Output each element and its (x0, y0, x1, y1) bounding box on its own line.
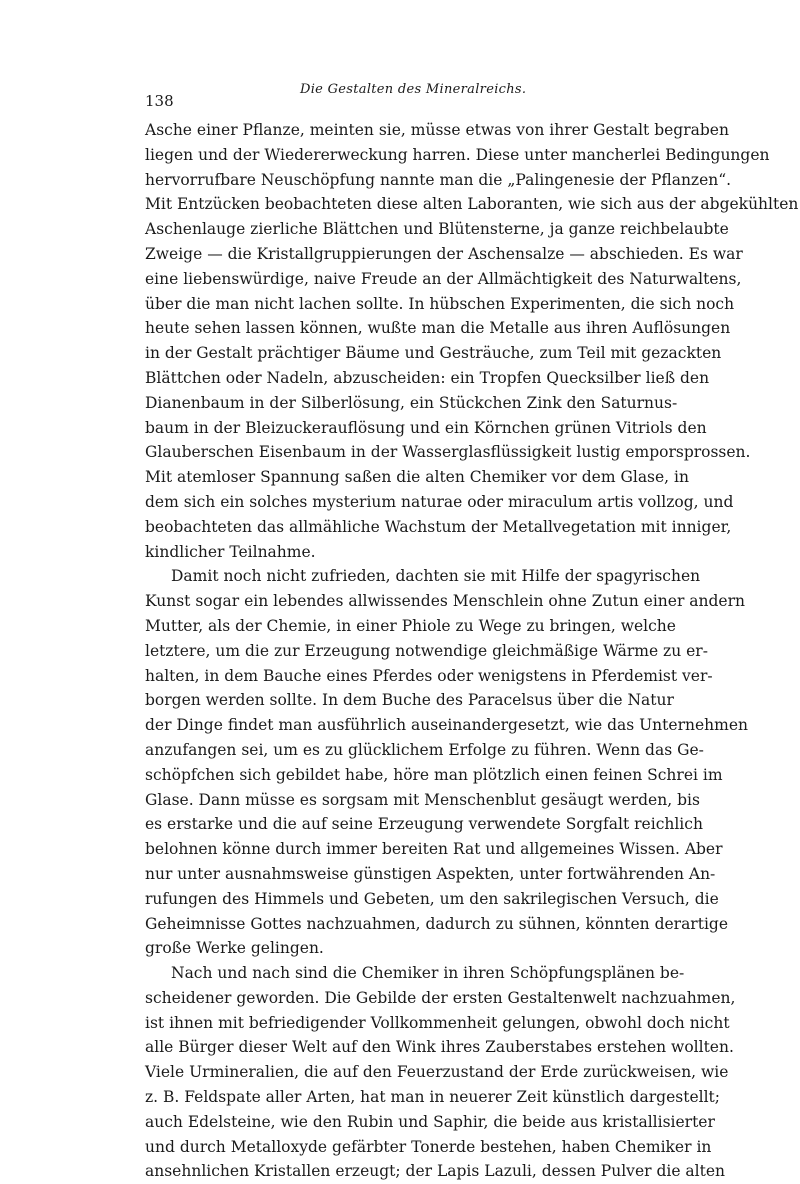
text-line: ansehnlichen Kristallen erzeugt; der Lapis Lazuli, dessen Pulver die alten (145, 1162, 726, 1181)
text-line: anzufangen sei, um es zu glücklichem Erfolge zu führen. Wenn das Ge- (145, 740, 704, 759)
text-line: Zweige — die Kristallgruppierungen der Aschensalze — abschieden. Es war (145, 244, 743, 263)
text-line: auch Edelsteine, wie den Rubin und Saphir, die beide aus kristallisierter (145, 1112, 715, 1131)
paragraph (145, 961, 736, 1184)
text-line: Asche einer Pflanze, meinten sie, müsse etwas von ihrer Gestalt begraben (145, 121, 729, 139)
text-line: beobachteten das allmähliche Wachstum der Metallvegetation mit inniger, (145, 517, 732, 536)
text-line: halten, in dem Bauche eines Pferdes oder wenigstens in Pferdemist ver- (145, 666, 713, 685)
text-line: ist ihnen mit befriedigender Vollkommenheit gelungen, obwohl doch nicht (145, 1013, 730, 1032)
text-line: kindlicher Teilnahme. (145, 542, 316, 561)
text-line: dem sich ein solches mysterium naturae oder miraculum artis vollzog, und (145, 492, 734, 511)
text-line: Viele Urmineralien, die auf den Feuerzustand der Erde zurückweisen, wie (145, 1063, 729, 1082)
text-line: eine liebenswürdige, naive Freude an der Allmächtigkeit des Naturwaltens, (145, 269, 742, 288)
running-title: Die Gestalten des Mineralreichs. (300, 82, 527, 97)
text-line: baum in der Bleizuckerauflösung und ein Körnchen grünen Vitriols den (145, 418, 707, 437)
text-line: belohnen könne durch immer bereiten Rat und allgemeines Wissen. Aber (145, 840, 723, 859)
text-line: Blättchen oder Nadeln, abzuscheiden: ein Tropfen Quecksilber ließ den (145, 368, 710, 387)
text-line: Nach und nach sind die Chemiker in ihren Schöpfungsplänen be- (171, 964, 685, 983)
text-line: rufungen des Himmels und Gebeten, um den sakrilegischen Versuch, die (145, 889, 719, 908)
text-line: scheidener geworden. Die Gebilde der ersten Gestaltenwelt nachzuahmen, (145, 988, 736, 1007)
text-line: hervorrufbare Neuschöpfung nannte man die „Palingenesie der Pflanzen“. (145, 170, 732, 189)
text-line: borgen werden sollte. In dem Buche des Paracelsus über die Natur (145, 691, 674, 710)
text-line: der Dinge findet man ausführlich auseinandergesetzt, wie das Unternehmen (145, 716, 748, 735)
text-line: Mit Entzücken beobachteten diese alten Laboranten, wie sich aus der abgekühlten (145, 195, 799, 214)
text-line: schöpfchen sich gebildet habe, höre man plötzlich einen feinen Schrei im (145, 765, 723, 784)
text-line: Glauberschen Eisenbaum in der Wasserglasflüssigkeit lustig emporsprossen. (145, 443, 751, 462)
text-line: Kunst sogar ein lebendes allwissendes Menschlein ohne Zutun einer andern (145, 592, 745, 611)
text-line: Aschenlauge zierliche Blättchen und Blütensterne, ja ganze reichbelaubte (145, 220, 729, 239)
text-line: Glase. Dann müsse es sorgsam mit Menschenblut gesäugt werden, bis (145, 790, 700, 809)
paragraph (145, 564, 748, 961)
text-line: alle Bürger dieser Welt auf den Wink ihres Zauberstabes erstehen wollten. (145, 1038, 734, 1057)
body-text (145, 118, 799, 1184)
text-line: große Werke gelingen. (145, 939, 324, 958)
text-line: liegen und der Wiedererweckung harren. Diese unter mancherlei Bedingungen (145, 145, 770, 164)
paragraph (145, 118, 799, 564)
text-line: in der Gestalt prächtiger Bäume und Gesträuche, zum Teil mit gezackten (145, 344, 722, 363)
text-line: nur unter ausnahmsweise günstigen Aspekten, unter fortwährenden An- (145, 864, 716, 883)
page-number: 138 (145, 92, 174, 110)
text-line: es erstarke und die auf seine Erzeugung verwendete Sorgfalt reichlich (145, 815, 703, 834)
text-line: z. B. Feldspate aller Arten, hat man in neuerer Zeit künstlich dargestellt; (145, 1088, 720, 1107)
text-line: und durch Metalloxyde gefärbter Tonerde bestehen, haben Chemiker in (145, 1137, 712, 1156)
text-line: Mutter, als der Chemie, in einer Phiole zu Wege zu bringen, welche (145, 616, 676, 635)
text-line: Mit atemloser Spannung saßen die alten Chemiker vor dem Glase, in (145, 468, 689, 487)
text-line: letztere, um die zur Erzeugung notwendige gleichmäßige Wärme zu er- (145, 641, 708, 660)
text-line: über die man nicht lachen sollte. In hübschen Experimenten, die sich noch (145, 294, 735, 313)
text-line: Damit noch nicht zufrieden, dachten sie mit Hilfe der spagyrischen (171, 567, 701, 586)
text-line: Dianenbaum in der Silberlösung, ein Stückchen Zink den Saturnus- (145, 393, 678, 412)
text-line: heute sehen lassen können, wußte man die Metalle aus ihren Auflösungen (145, 319, 731, 338)
text-line: Geheimnisse Gottes nachzuahmen, dadurch zu sühnen, könnten derartige (145, 914, 728, 933)
